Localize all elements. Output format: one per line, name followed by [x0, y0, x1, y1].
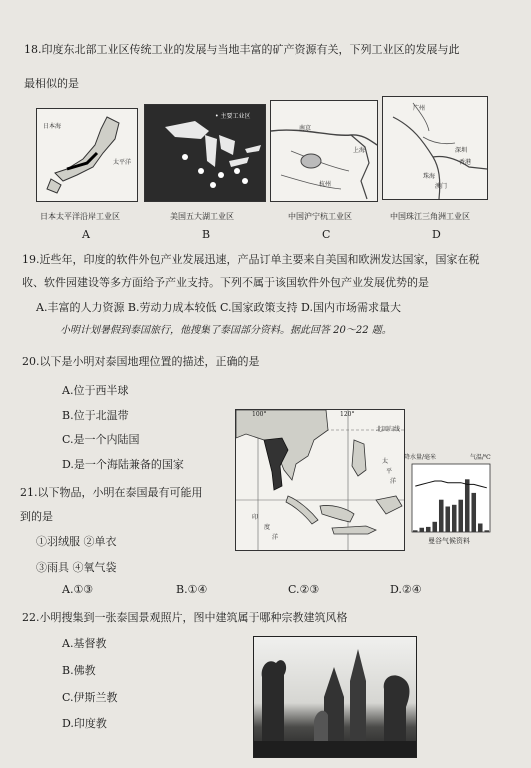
precip-bar-2: [419, 528, 424, 532]
map-d-label-zhuhai: 珠海: [423, 173, 436, 180]
q19-stem-line2: 收、软件园建设等多方面给予产业支持。下列不属于该国软件外包产业发展优势的是: [22, 276, 429, 289]
map-a-label-sea: 日本海: [43, 123, 62, 130]
map-label-ping: 平: [386, 468, 393, 475]
precip-bar-12: [484, 530, 489, 532]
map-c-letter: C: [322, 228, 331, 241]
map-japan-pacific-industrial: [36, 108, 138, 202]
map-d-label-hongkong: 香港: [459, 159, 472, 166]
map-a-letter: A: [82, 228, 90, 241]
precip-bar-5: [439, 500, 444, 532]
precip-bar-1: [413, 530, 418, 532]
map-d-label-macao: 澳门: [435, 183, 448, 190]
q21-stem-line2: 到的是: [20, 510, 53, 523]
southeast-asia-map: [235, 409, 405, 551]
q19-options: A.丰富的人力资源 B.劳动力成本较低 C.国家政策支持 D.国内市场需求量大: [36, 301, 401, 314]
precip-bar-8: [458, 500, 463, 532]
q22-stem: 22.小明搜集到一张泰国景观照片，图中建筑属于哪种宗教建筑风格: [22, 611, 348, 624]
q21-items-row2: ③雨具 ④氧气袋: [36, 561, 117, 574]
map-b-letter: B: [202, 228, 211, 241]
map-china-pearl-river-delta-industrial: [382, 96, 488, 200]
precip-bar-11: [478, 524, 483, 533]
climate-chart-svg: [404, 458, 498, 538]
map-a-caption: 日本太平洋沿岸工业区: [40, 212, 120, 221]
precip-bar-3: [426, 527, 431, 532]
q21-option-b: B.①④: [176, 583, 208, 596]
precip-bar-6: [445, 507, 450, 533]
precip-bar-7: [452, 505, 457, 532]
map-b-caption: 美国五大湖工业区: [170, 212, 234, 221]
map-us-great-lakes-industrial: [144, 104, 266, 202]
temple-silhouette: [254, 637, 416, 757]
map-c-caption: 中国沪宁杭工业区: [288, 212, 352, 221]
map-d-caption: 中国珠江三角洲工业区: [390, 212, 470, 221]
q21-items-row1: ①羽绒服 ②单衣: [36, 535, 117, 548]
q22-option-c: C.伊斯兰教: [62, 691, 118, 704]
q19-stem-line1: 19.近些年，印度的软件外包产业发展迅速，产品订单主要来自美国和欧洲发达国家，国家在税: [22, 253, 480, 266]
q20-stem: 20.以下是小明对泰国地理位置的描述，正确的是: [22, 355, 260, 368]
map-c-label-shanghai: 上海: [353, 147, 366, 154]
q20-option-a: A.位于西半球: [62, 384, 129, 397]
chart-left-axis-label: 降水量/毫米: [404, 454, 437, 461]
map-d-label-shenzhen: 深圳: [455, 147, 468, 154]
map-label-tai: 太: [382, 458, 389, 465]
map-china-huninghang-industrial: [270, 100, 378, 202]
map-c-label-nanjing: 南京: [299, 125, 312, 132]
chart-frame: [412, 464, 490, 532]
map-label-100: 100°: [252, 411, 267, 418]
q22-option-d: D.印度教: [62, 717, 107, 730]
map-c-label-hangzhou: 杭州: [319, 181, 332, 188]
map-label-du: 度: [264, 524, 271, 531]
q20-option-b: B.位于北温带: [62, 409, 129, 422]
precip-bar-10: [471, 493, 476, 532]
q21-stem-line1: 21.以下物品，小明在泰国最有可能用: [20, 486, 203, 499]
q20-option-d: D.是一个海陆兼备的国家: [62, 458, 184, 471]
q18-stem-line2: 最相似的是: [24, 77, 79, 90]
q18-stem-line1: 18.印度东北部工业区传统工业的发展与当地丰富的矿产资源有关，下列工业区的发展与此: [24, 43, 460, 56]
q22-option-b: B.佛教: [62, 664, 96, 677]
thai-temple-photo: [253, 636, 417, 758]
q21-option-a: A.①③: [62, 583, 94, 596]
intro-text: 小明计划暑假到泰国旅行，他搜集了泰国部分资料。据此回答 20～22 题。: [60, 325, 392, 336]
map-label-yang2: 洋: [390, 478, 397, 485]
chart-right-axis-label: 气温/℃: [470, 454, 491, 461]
map-d-label-guangzhou: 广州: [413, 105, 426, 112]
precip-bar-9: [465, 479, 470, 532]
map-label-yang1: 洋: [272, 534, 279, 541]
map-label-120: 120°: [340, 411, 355, 418]
chart-title: 曼谷气候资料: [428, 537, 470, 545]
precip-bar-4: [432, 522, 437, 532]
map-a-label-ocean: 太平洋: [113, 159, 132, 166]
map-label-tropic: 北回归线: [376, 426, 401, 433]
q20-option-c: C.是一个内陆国: [62, 433, 140, 446]
map-label-yin: 印: [252, 514, 259, 521]
q21-option-c: C.②③: [288, 583, 320, 596]
q22-option-a: A.基督教: [62, 637, 107, 650]
map-d-letter: D: [432, 228, 441, 241]
q21-option-d: D.②④: [390, 583, 422, 596]
map-b-legend: • 主要工业区: [215, 113, 251, 120]
bangkok-climate-chart: [404, 452, 498, 546]
